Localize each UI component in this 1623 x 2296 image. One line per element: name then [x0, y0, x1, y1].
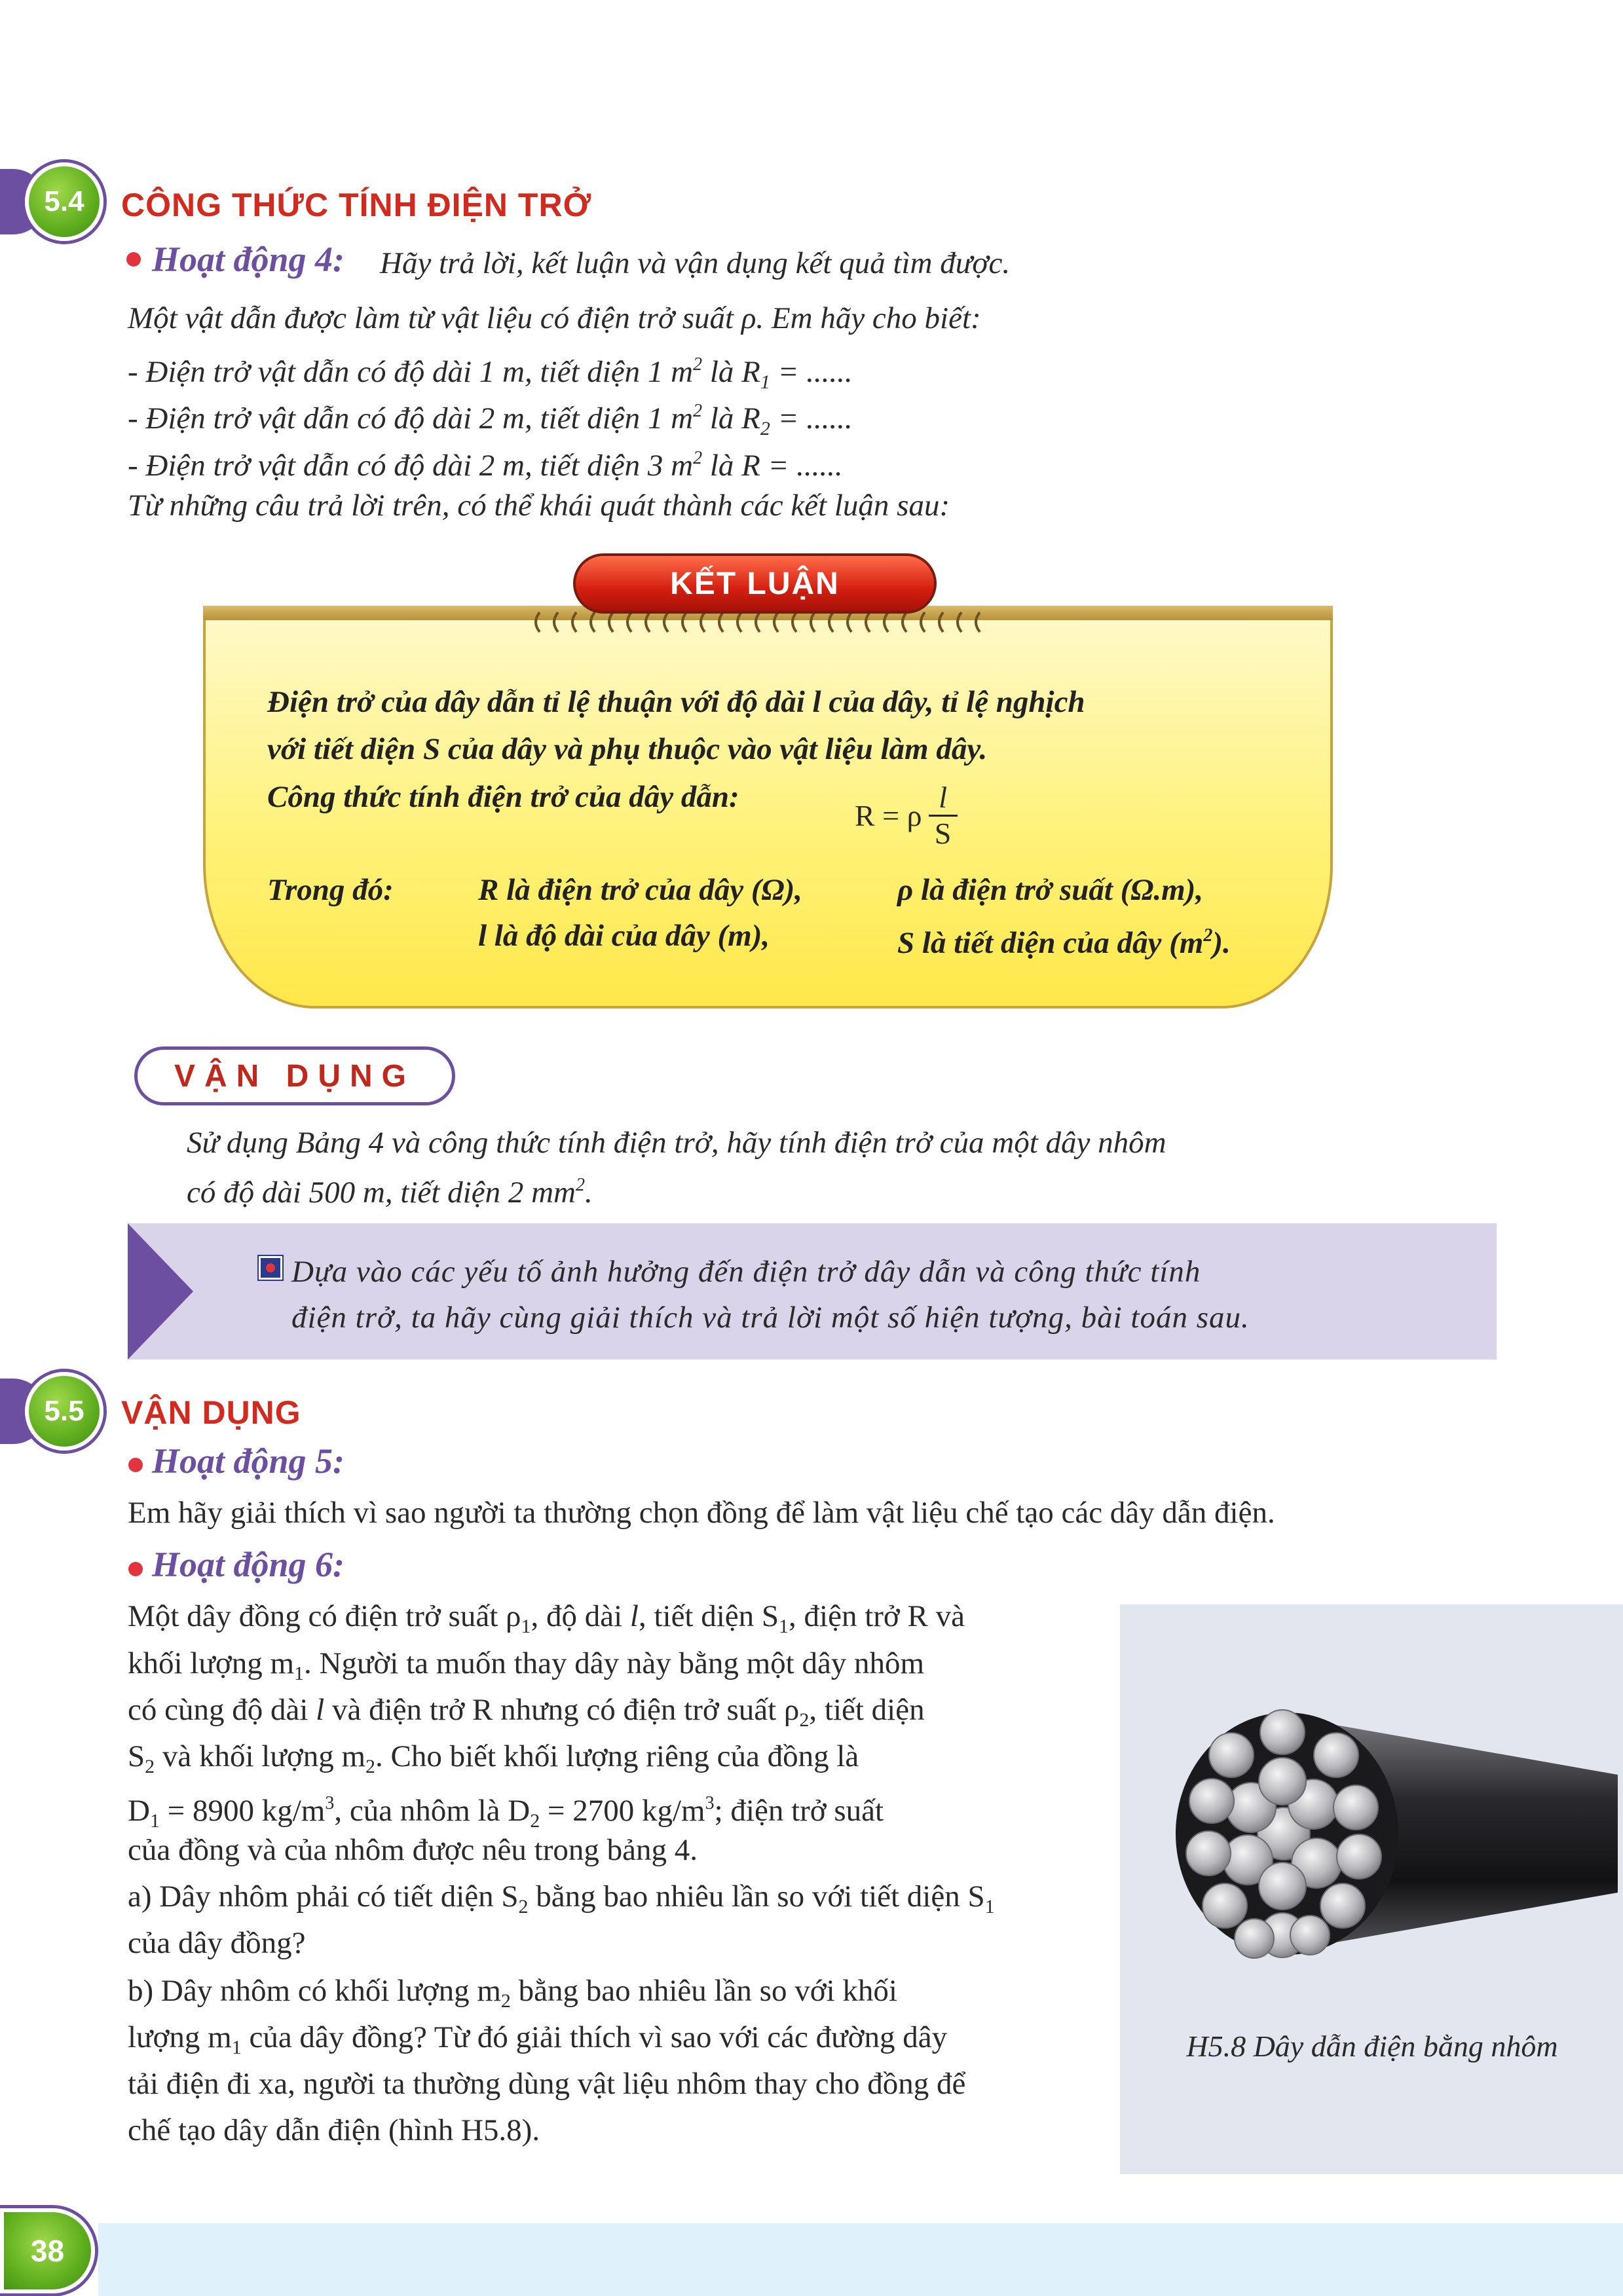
definition-l: l là độ dài của dây (m), — [478, 919, 770, 953]
conclusion-line-1: Điện trở của dây dẫn tỉ lệ thuận với độ dài l của dây, tỉ lệ nghịch — [267, 685, 1085, 719]
activity-4-question-1: - Điện trở vật dẫn có độ dài 1 m, tiết diện 1 $m^2$ là $R_1$ = ...... — [128, 354, 853, 393]
activity-6-line-12: chế tạo dây dẫn điện (hình H5.8). — [128, 2113, 540, 2147]
activity-6-line-5: $D_1 = 8900$ $kg/m^3$, của nhôm là $D_2 = 2700$ $kg/m^3$; điện trở suất — [128, 1793, 884, 1832]
conclusion-line-2: với tiết diện S của dây và phụ thuộc vào vật liệu làm dây. — [267, 732, 988, 766]
page-number: 38 — [30, 2234, 65, 2268]
activity-4-question-2: - Điện trở vật dẫn có độ dài 2 m, tiết diện 1 $m^2$ là $R_2$ = ...... — [128, 401, 853, 439]
formula-denominator: S — [934, 816, 952, 850]
activity-4-bullet — [126, 252, 141, 267]
activity-6-label: Hoạt động 6: — [152, 1545, 345, 1584]
activity-6-line-10: lượng $m_1$ của dây đồng? Từ đó giải thích vì sao với các đường dây — [128, 2020, 948, 2058]
activity-6-line-4: $S_2$ và khối lượng $m_2$. Cho biết khối lượng riêng của đồng là — [128, 1739, 859, 1777]
activity-6-line-2: khối lượng $m_1$. Người ta muốn thay dây này bằng một dây nhôm — [128, 1646, 925, 1684]
activity-4-prompt: Hãy trả lời, kết luận và vận dụng kết quả tìm được. — [380, 246, 1011, 280]
conclusion-line-3: Công thức tính điện trở của dây dẫn: — [267, 780, 739, 814]
apply-line-2: có độ dài 500 m, tiết diện 2 $mm^2$. — [187, 1175, 593, 1210]
activity-6-line-6: của đồng và của nhôm được nêu trong bảng 4. — [128, 1833, 698, 1867]
section-54-badge — [25, 162, 103, 241]
section-54-title: CÔNG THỨC TÍNH ĐIỆN TRỞ — [121, 187, 592, 223]
activity-5-label: Hoạt động 5: — [152, 1441, 345, 1481]
transition-note-line-1: Dựa vào các yếu tố ảnh hưởng đến điện trở dây dẫn và công thức tính — [291, 1255, 1201, 1289]
aluminum-cable-image — [1133, 1676, 1618, 1978]
apply-line-1: Sử dụng Bảng 4 và công thức tính điện trở, hãy tính điện trở của một dây nhôm — [187, 1126, 1166, 1160]
activity-5-bullet — [128, 1458, 143, 1472]
transition-note — [128, 1223, 1497, 1360]
conclusion-label: KẾT LUẬN — [573, 553, 937, 614]
activity-6-line-7: a) Dây nhôm phải có tiết diện $S_2$ bằng bao nhiêu lần so với tiết diện $S_1$ — [128, 1879, 995, 1917]
transition-note-line-2: điện trở, ta hãy cùng giải thích và trả lời một số hiện tượng, bài toán sau. — [291, 1301, 1250, 1335]
formula-numerator: l — [939, 780, 947, 814]
apply-label: VẬN DỤNG — [134, 1046, 455, 1105]
formula-lhs: R = ρ — [855, 798, 922, 832]
activity-4-intro: Một vật dẫn được làm từ vật liệu có điện trở suất ρ. Em hãy cho biết: — [128, 301, 981, 335]
section-54-number: 5.4 — [44, 185, 84, 217]
figure-caption: H5.8 Dây dẫn điện bằng nhôm — [1186, 2029, 1558, 2063]
section-55-badge — [25, 1372, 103, 1451]
activity-6-line-3: có cùng độ dài l và điện trở R nhưng có điện trở suất $\rho_2$, tiết diện — [128, 1693, 925, 1731]
activity-6-line-1: Một dây đồng có điện trở suất $\rho_1$, độ dài l, tiết diện $S_1$, điện trở R và — [128, 1599, 965, 1637]
definition-s: S là tiết diện của dây $(m^2)$. — [897, 925, 1231, 960]
activity-6-line-8: của dây đồng? — [128, 1926, 306, 1960]
activity-4-label: Hoạt động 4: — [152, 240, 345, 279]
resistance-formula — [855, 776, 958, 855]
section-55-title: VẬN DỤNG — [121, 1394, 301, 1431]
activity-6-line-9: b) Dây nhôm có khối lượng $m_2$ bằng bao nhiêu lần so với khối — [128, 1974, 897, 2012]
footer-band — [98, 2223, 1623, 2296]
page-number-badge — [0, 2208, 95, 2293]
activity-6-line-11: tải điện đi xa, người ta thường dùng vật liệu nhôm thay cho đồng để — [128, 2067, 966, 2101]
activity-6-bullet — [128, 1562, 143, 1576]
formula-fraction — [929, 781, 958, 851]
activity-4-question-3: - Điện trở vật dẫn có độ dài 2 m, tiết diện 3 $m^2$ là R = ...... — [128, 448, 843, 483]
note-icon — [259, 1256, 282, 1280]
conclusion-where: Trong đó: — [267, 873, 394, 907]
transition-note-arrow — [128, 1223, 193, 1360]
definition-rho: ρ là điện trở suất (Ω.m), — [897, 873, 1204, 907]
section-55-number: 5.5 — [44, 1395, 84, 1427]
definition-r: R là điện trở của dây (Ω), — [478, 873, 803, 907]
activity-5-text: Em hãy giải thích vì sao người ta thường chọn đồng để làm vật liệu chế tạo các dây dẫn điện. — [128, 1496, 1275, 1530]
activity-4-generalize: Từ những câu trả lời trên, có thể khái quát thành các kết luận sau: — [128, 489, 950, 523]
